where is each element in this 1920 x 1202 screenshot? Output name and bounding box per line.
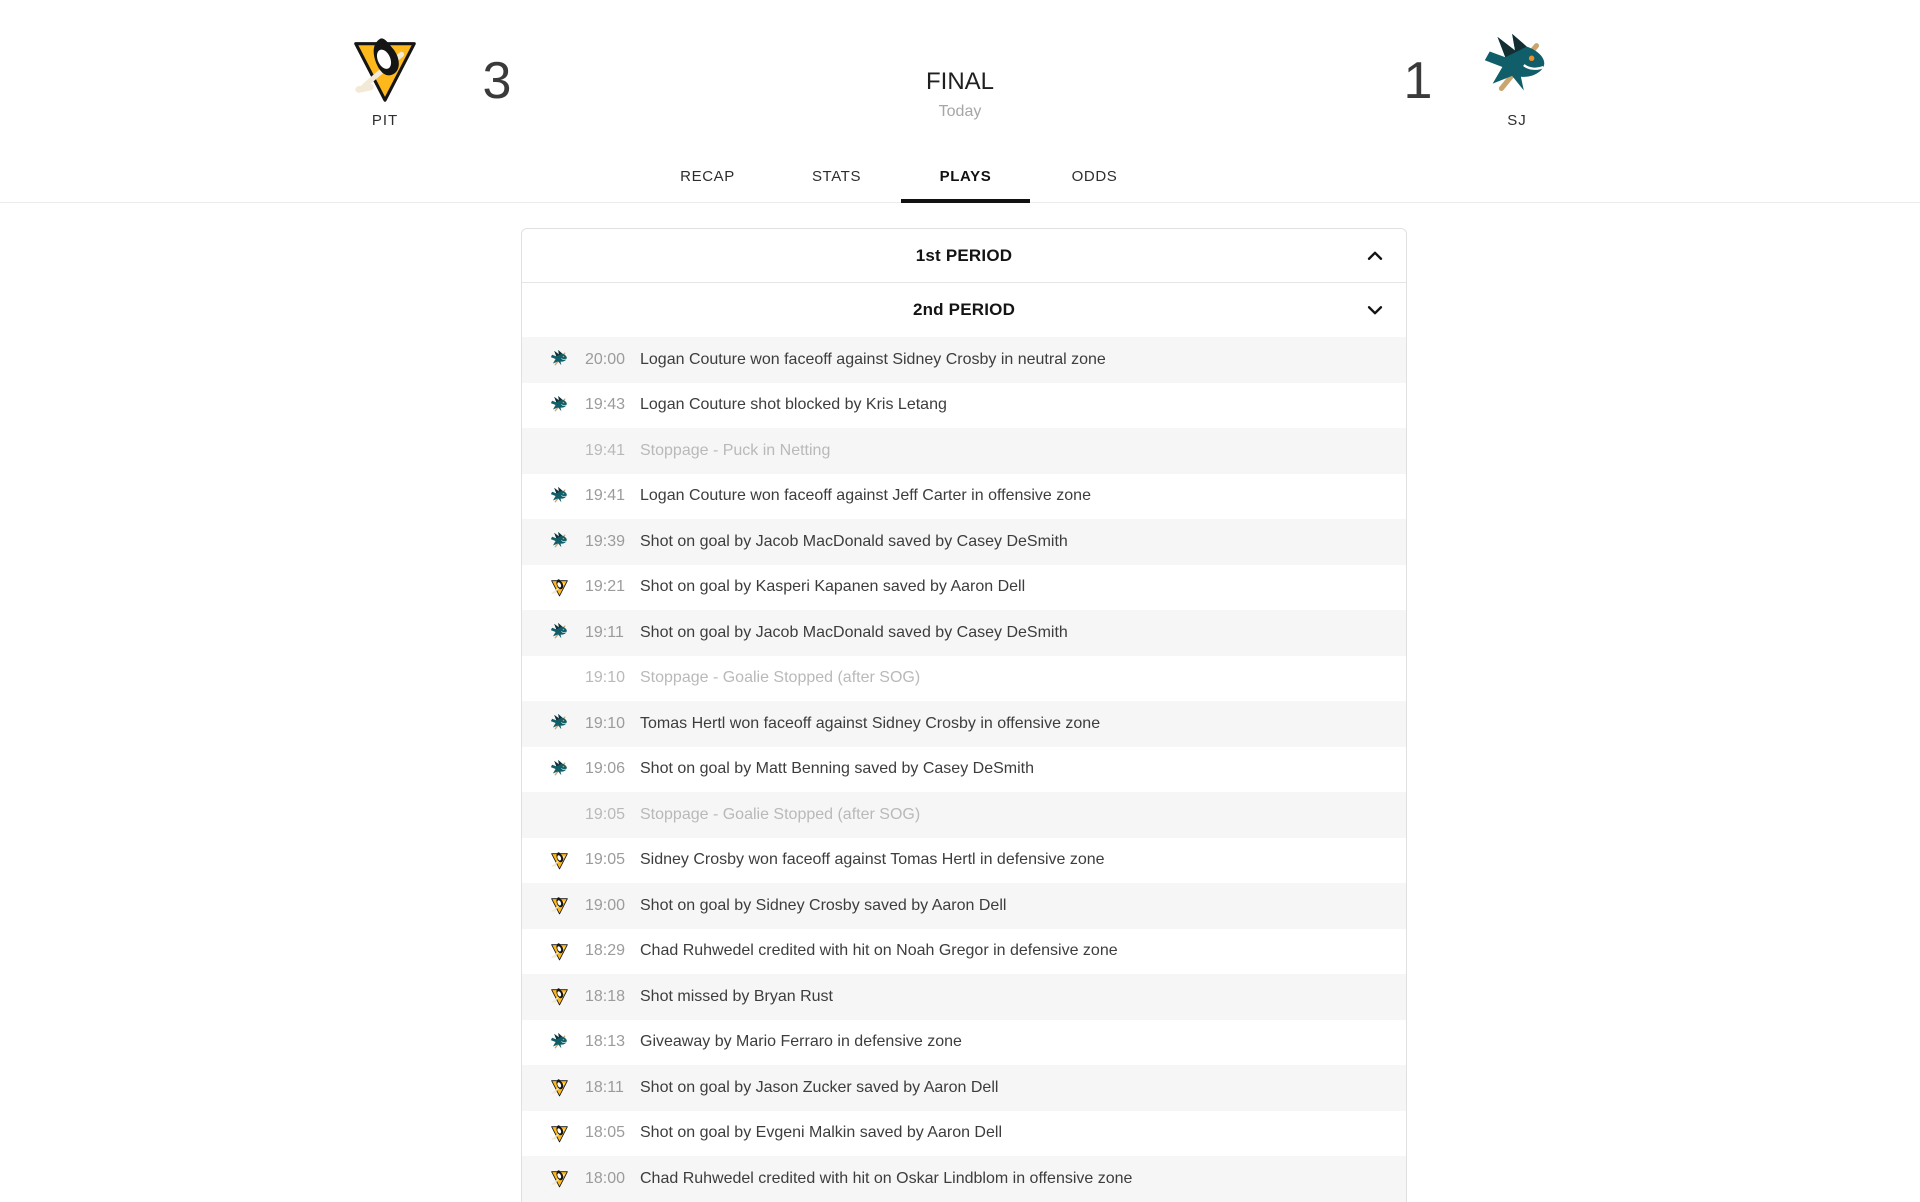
team-icon-slot xyxy=(549,804,570,825)
play-time: 18:00 xyxy=(585,1169,626,1187)
penguins-logo-icon xyxy=(549,1077,570,1098)
period-label: 1st PERIOD xyxy=(915,245,1013,265)
play-row xyxy=(522,428,1406,474)
team-icon-slot xyxy=(549,713,570,734)
play-text: Stoppage - Puck in Netting xyxy=(640,441,831,459)
play-text: Shot on goal by Jacob MacDonald saved by Casey DeSmith xyxy=(640,532,1068,550)
period-label: 2nd PERIOD xyxy=(912,300,1016,319)
tab-plays[interactable]: PLAYS xyxy=(901,150,1030,203)
play-text: Shot on goal by Sidney Crosby saved by Aaron Dell xyxy=(640,896,1007,914)
play-row xyxy=(522,883,1406,929)
plays-list xyxy=(522,337,1406,1202)
play-time: 19:06 xyxy=(585,760,626,778)
play-text: Sidney Crosby won faceoff against Tomas Hertl in defensive zone xyxy=(640,851,1105,869)
team-icon-slot xyxy=(549,986,570,1007)
home-team-score: 1 xyxy=(1403,52,1433,110)
play-row xyxy=(522,474,1406,520)
chevron-up-icon xyxy=(1364,245,1386,267)
play-time: 18:11 xyxy=(585,1078,624,1096)
play-row xyxy=(522,792,1406,838)
play-time: 19:05 xyxy=(585,851,626,869)
away-team-abbr: PIT xyxy=(371,112,399,129)
penguins-logo-icon xyxy=(549,941,570,962)
play-time: 18:13 xyxy=(585,1033,626,1051)
play-time: 18:29 xyxy=(585,942,626,960)
play-text: Shot on goal by Kasperi Kapanen saved by Aaron Dell xyxy=(640,578,1026,596)
team-icon-slot xyxy=(549,1123,570,1144)
penguins-logo-icon xyxy=(549,577,570,598)
play-text: Shot on goal by Jacob MacDonald saved by Casey DeSmith xyxy=(640,623,1068,641)
sharks-logo-icon xyxy=(549,759,570,780)
play-text: Chad Ruhwedel credited with hit on Noah Gregor in defensive zone xyxy=(640,942,1118,960)
home-team-abbr: SJ xyxy=(1507,112,1527,129)
play-text: Stoppage - Goalie Stopped (after SOG) xyxy=(640,805,921,823)
play-time: 18:05 xyxy=(585,1124,626,1142)
play-time: 20:00 xyxy=(585,350,626,368)
play-row xyxy=(522,565,1406,611)
play-text: Shot on goal by Evgeni Malkin saved by Aaron Dell xyxy=(640,1124,1002,1142)
play-text: Chad Ruhwedel credited with hit on Oskar Lindblom in offensive zone xyxy=(640,1169,1133,1187)
team-icon-slot xyxy=(549,622,570,643)
tab-recap[interactable]: RECAP xyxy=(680,167,735,185)
team-icon-slot xyxy=(549,531,570,552)
play-text: Logan Couture won faceoff against Jeff Carter in offensive zone xyxy=(640,487,1091,505)
play-row xyxy=(522,838,1406,884)
play-row xyxy=(522,1111,1406,1157)
play-row xyxy=(522,383,1406,429)
team-icon-slot xyxy=(549,440,570,461)
team-icon-slot xyxy=(549,395,570,416)
game-status: FINAL xyxy=(925,68,994,95)
sharks-logo-icon xyxy=(549,531,570,552)
scoreboard xyxy=(0,0,1920,150)
play-text: Shot on goal by Jason Zucker saved by Aaron Dell xyxy=(640,1078,999,1096)
play-time: 18:18 xyxy=(585,987,626,1005)
play-time: 19:41 xyxy=(585,487,626,505)
play-row xyxy=(522,656,1406,702)
period-header-2nd[interactable] xyxy=(522,283,1406,337)
play-text: Shot missed by Bryan Rust xyxy=(640,987,833,1005)
play-row xyxy=(522,610,1406,656)
play-row xyxy=(522,701,1406,747)
game-date: Today xyxy=(938,103,982,120)
play-time: 19:10 xyxy=(585,714,626,732)
team-icon-slot xyxy=(549,486,570,507)
team-icon-slot xyxy=(549,577,570,598)
period-header-1st[interactable] xyxy=(522,229,1406,283)
away-team-score: 3 xyxy=(482,52,512,110)
play-time: 19:11 xyxy=(585,623,624,641)
sharks-logo-icon xyxy=(1478,30,1556,108)
play-text: Stoppage - Goalie Stopped (after SOG) xyxy=(640,669,921,687)
play-text: Logan Couture won faceoff against Sidney Crosby in neutral zone xyxy=(640,350,1106,368)
team-icon-slot xyxy=(549,1032,570,1053)
sharks-logo-icon xyxy=(549,486,570,507)
penguins-logo-icon xyxy=(549,1168,570,1189)
penguins-logo-icon xyxy=(549,850,570,871)
play-time: 19:00 xyxy=(585,896,626,914)
play-row xyxy=(522,929,1406,975)
sharks-logo-icon xyxy=(549,1032,570,1053)
team-icon-slot xyxy=(549,850,570,871)
penguins-logo-icon xyxy=(346,30,424,108)
penguins-logo-icon xyxy=(549,895,570,916)
team-icon-slot xyxy=(549,759,570,780)
plays-card xyxy=(521,228,1407,1202)
play-text: Giveaway by Mario Ferraro in defensive zone xyxy=(640,1033,962,1051)
tab-odds[interactable]: ODDS xyxy=(1071,167,1118,185)
play-row xyxy=(522,747,1406,793)
play-time: 19:10 xyxy=(585,669,626,687)
play-time: 19:05 xyxy=(585,805,626,823)
team-icon-slot xyxy=(549,941,570,962)
tab-stats[interactable]: STATS xyxy=(811,167,862,185)
play-time: 19:43 xyxy=(585,396,626,414)
play-row xyxy=(522,519,1406,565)
play-text: Tomas Hertl won faceoff against Sidney Crosby in offensive zone xyxy=(640,714,1101,732)
team-icon-slot xyxy=(549,668,570,689)
play-row xyxy=(522,337,1406,383)
play-time: 19:41 xyxy=(585,441,626,459)
play-text: Logan Couture shot blocked by Kris Letang xyxy=(640,396,947,414)
team-icon-slot xyxy=(549,1168,570,1189)
play-row xyxy=(522,1065,1406,1111)
play-text: Shot on goal by Matt Benning saved by Casey DeSmith xyxy=(640,760,1034,778)
play-row xyxy=(522,1156,1406,1202)
penguins-logo-icon xyxy=(549,1123,570,1144)
chevron-down-icon xyxy=(1364,299,1386,321)
penguins-logo-icon xyxy=(549,986,570,1007)
sharks-logo-icon xyxy=(549,349,570,370)
tab-bar xyxy=(643,150,1159,203)
play-time: 19:21 xyxy=(585,578,626,596)
team-icon-slot xyxy=(549,895,570,916)
team-icon-slot xyxy=(549,1077,570,1098)
sharks-logo-icon xyxy=(549,622,570,643)
sharks-logo-icon xyxy=(549,395,570,416)
play-row xyxy=(522,1020,1406,1066)
team-icon-slot xyxy=(549,349,570,370)
play-row xyxy=(522,974,1406,1020)
sharks-logo-icon xyxy=(549,713,570,734)
play-time: 19:39 xyxy=(585,532,626,550)
